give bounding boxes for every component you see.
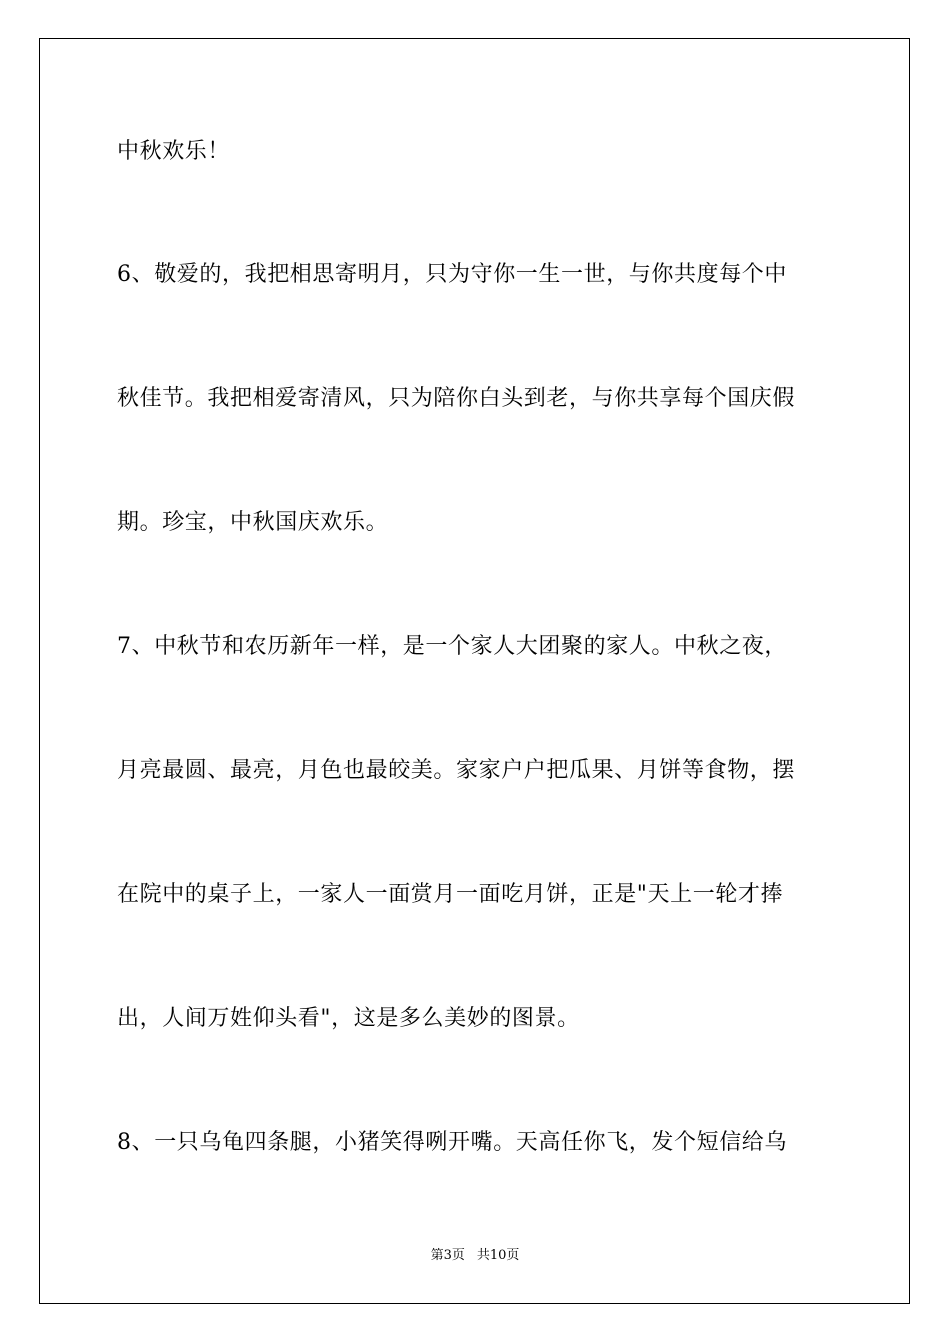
text-line-6: 月亮最圆、最亮，月色也最皎美。家家户户把瓜果、月饼等食物，摆 <box>117 758 796 783</box>
page-footer <box>0 1247 950 1265</box>
page-number: 第3页 <box>430 1248 465 1263</box>
text-line-3: 秋佳节。我把相爱寄清风，只为陪你白头到老，与你共享每个国庆假 <box>117 386 796 411</box>
page-total: 共10页 <box>476 1248 520 1263</box>
text-line-8: 出，人间万姓仰头看"，这是多么美妙的图景。 <box>117 1006 580 1031</box>
text-line-5: 7、中秋节和农历新年一样，是一个家人大团聚的家人。中秋之夜， <box>117 634 787 659</box>
text-line-1: 中秋欢乐！ <box>117 139 231 164</box>
text-line-2: 6、敬爱的，我把相思寄明月，只为守你一生一世，与你共度每个中 <box>117 262 787 287</box>
text-line-7: 在院中的桌子上，一家人一面赏月一面吃月饼，正是"天上一轮才捧 <box>117 882 784 907</box>
page-border <box>39 38 910 1304</box>
text-line-4: 期。珍宝，中秋国庆欢乐。 <box>117 510 389 535</box>
text-line-9: 8、一只乌龟四条腿，小猪笑得咧开嘴。天高任你飞，发个短信给乌 <box>117 1130 787 1155</box>
